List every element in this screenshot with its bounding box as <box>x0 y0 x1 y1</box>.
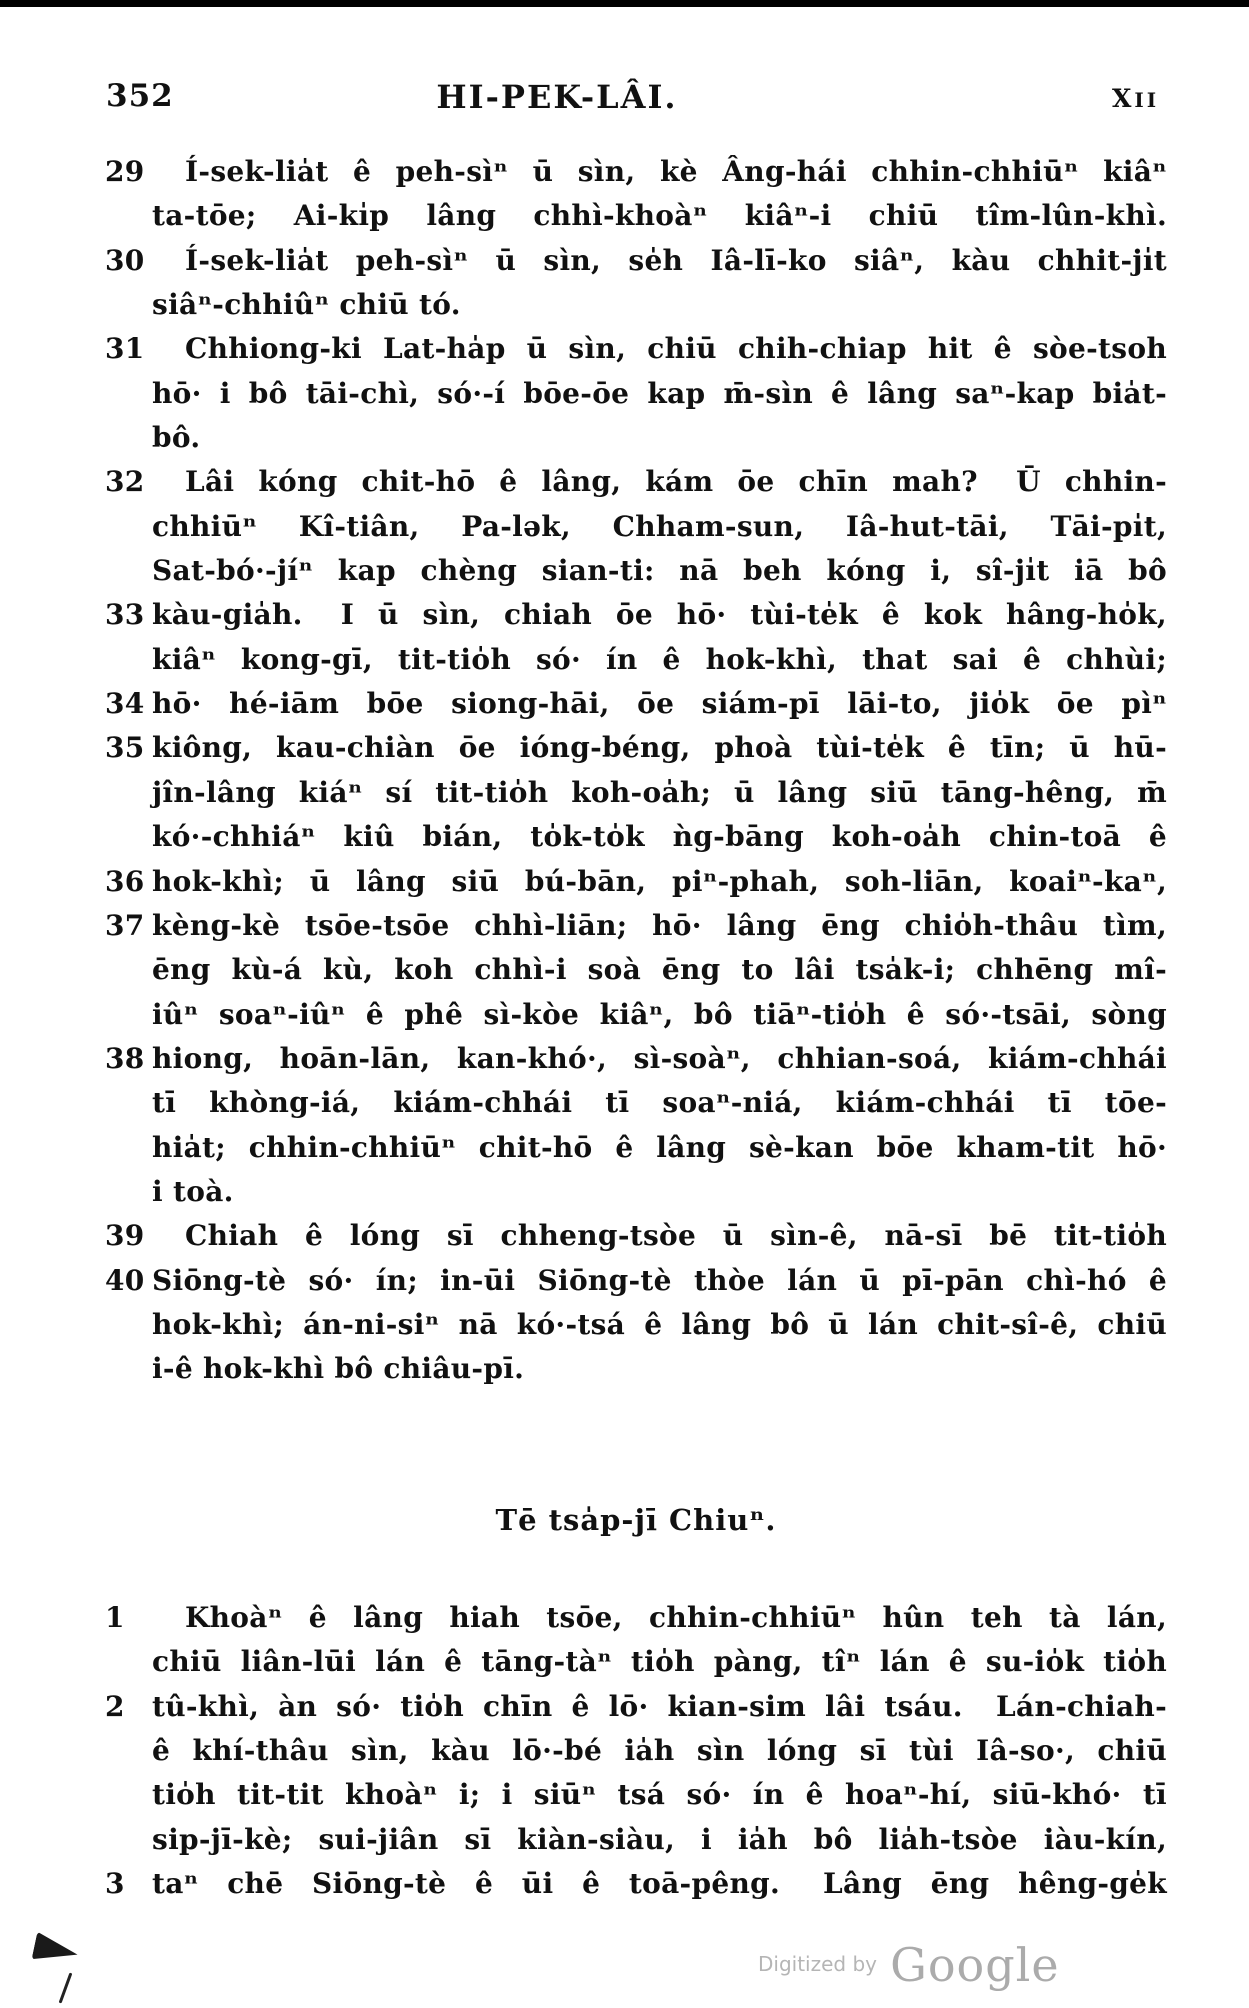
verse-text: hia̍t; chhin-chhiūⁿ chit-hō ê lâng sè-kan bōe kham-tit hō· <box>152 1130 1167 1164</box>
verse-line <box>105 1170 1167 1214</box>
chapter-roman-numeral: XII <box>1112 84 1160 113</box>
verse-number: 38 <box>105 1041 145 1075</box>
verse-number: 34 <box>105 687 145 721</box>
verse-line <box>105 239 1167 283</box>
verse-text: Chiah ê lóng sī chheng-tsòe ū sìn-ê, nā-sī bē tit-tio̍h <box>185 1219 1167 1253</box>
verse-number: 30 <box>105 243 145 277</box>
verse-text: kiông, kau-chiàn ōe ióng-béng, phoà tùi-te̍k ê tīn; ū hū- <box>152 731 1167 765</box>
verse-line <box>105 283 1167 327</box>
verse-number: 39 <box>105 1219 145 1253</box>
verse-text: chhiūⁿ Kî-tiân, Pa-lək, Chham-sun, Iâ-hut-tāi, Tāi-pi̍t, <box>152 509 1167 543</box>
verse-text: iûⁿ soaⁿ-iûⁿ ê phê sì-kòe kiâⁿ, bô tiāⁿ-tio̍h ê só·-tsāi, sòng <box>152 997 1167 1031</box>
verse-text: i toà. <box>152 1174 234 1208</box>
verse-line <box>105 1818 1167 1862</box>
verse-text: bô. <box>152 421 201 455</box>
verse-text: Í-sek-lia̍t ê peh-sìⁿ ū sìn, kè Âng-hái chhin-chhiūⁿ kiâⁿ <box>185 155 1167 188</box>
verse-line <box>105 505 1167 549</box>
verse-text: tio̍h tit-tit khoàⁿ i; i siūⁿ tsá só· ín ê hoaⁿ-hí, siū-khó· tī <box>152 1778 1167 1812</box>
verse-line <box>105 1214 1167 1258</box>
verse-line <box>105 194 1167 238</box>
verse-line <box>105 860 1167 904</box>
verse-text: kiâⁿ kong-gī, tit-tio̍h só· ín ê hok-khì, that sai ê chhùi; <box>152 642 1167 676</box>
verse-line <box>105 416 1167 460</box>
verse-line <box>105 372 1167 416</box>
verse-text: Í-sek-lia̍t peh-sìⁿ ū sìn, se̍h Iâ-lī-ko siâⁿ, kàu chhit-ji̍t <box>185 243 1167 277</box>
verse-text: kèng-kè tsōe-tsōe chhì-liān; hō· lâng ēng chio̍h-thâu tìm, <box>152 908 1167 942</box>
chapter-11-verses <box>105 150 1167 1392</box>
chapter-12-verses <box>105 1596 1167 1906</box>
verse-text: Chhiong-ki Lat-ha̍p ū sìn, chiū chih-chiap hit ê sòe-tsoh <box>185 332 1167 366</box>
verse-line <box>105 948 1167 992</box>
verse-text: ê khí-thâu sìn, kàu lō·-bé ia̍h sìn lóng sī tùi Iâ-so·, chiū <box>152 1734 1167 1768</box>
verse-number: 37 <box>105 908 145 942</box>
verse-line <box>105 327 1167 371</box>
verse-line <box>105 1259 1167 1303</box>
verse-line <box>105 815 1167 859</box>
verse-line <box>105 1729 1167 1773</box>
verse-line <box>105 460 1167 504</box>
verse-line <box>105 593 1167 637</box>
verse-line <box>105 1347 1167 1391</box>
scan-edge-artifact <box>0 0 1249 7</box>
verse-number: 32 <box>105 465 145 499</box>
verse-text: hō· hé-iām bōe siong-hāi, ōe siám-pī lāi-to, jio̍k ōe pìⁿ <box>152 687 1167 721</box>
book-title: HI-PEK-LÂI. <box>436 78 678 116</box>
verse-text: tû-khì, àn só· tio̍h chīn ê lō· kian-sim lâi tsáu. Lán-chiah- <box>152 1689 1167 1723</box>
verse-text: hok-khì; ū lâng siū bú-bān, piⁿ-phah, soh-liān, koaiⁿ-kaⁿ, <box>152 864 1167 898</box>
verse-line <box>105 1081 1167 1125</box>
verse-number: 31 <box>105 332 145 366</box>
running-header <box>0 78 1249 118</box>
ink-stroke <box>59 1972 73 2003</box>
verse-text: taⁿ chē Siōng-tè ê ūi ê toā-pêng. Lâng ēng hêng-ge̍k <box>152 1867 1167 1901</box>
verse-number: 36 <box>105 864 145 898</box>
verse-line <box>105 1037 1167 1081</box>
verse-text: chiū liân-lūi lán ê tāng-tàⁿ tio̍h pàng, tîⁿ lán ê su-io̍k tio̍h <box>152 1645 1167 1679</box>
google-logo: Google <box>890 1938 1060 1992</box>
page-number: 352 <box>106 78 174 114</box>
verse-line <box>105 1685 1167 1729</box>
verse-number: 33 <box>105 598 145 632</box>
verse-text: sip-jī-kè; sui-jiân sī kiàn-siàu, i ia̍h bô lia̍h-tsòe iàu-kín, <box>152 1822 1167 1856</box>
verse-number: 40 <box>105 1263 145 1297</box>
verse-text: hō· i bô tāi-chì, só·-í bōe-ōe kap m̄-sìn ê lâng saⁿ-kap bia̍t- <box>152 376 1167 410</box>
verse-line <box>105 1126 1167 1170</box>
verse-line <box>105 904 1167 948</box>
verse-line <box>105 771 1167 815</box>
verse-line <box>105 682 1167 726</box>
google-watermark <box>758 1938 1060 1992</box>
verse-text: kàu-gia̍h. I ū sìn, chiah ōe hō· tùi-te̍k ê kok hâng-ho̍k, <box>152 598 1167 632</box>
verse-number: 35 <box>105 731 145 765</box>
verse-text: siâⁿ-chhiûⁿ chiū tó. <box>152 288 461 322</box>
verse-number: 1 <box>105 1601 125 1634</box>
verse-line <box>105 1303 1167 1347</box>
verse-number: 29 <box>105 155 145 188</box>
verse-line <box>105 150 1167 194</box>
verse-number: 2 <box>105 1689 125 1723</box>
ink-smudge <box>32 1930 122 2008</box>
verse-text: Khoàⁿ ê lâng hiah tsōe, chhin-chhiūⁿ hûn teh tà lán, <box>185 1601 1167 1634</box>
verse-text: tī khòng-iá, kiám-chhái tī soaⁿ-niá, kiám-chhái tī tōe- <box>152 1086 1167 1120</box>
verse-line <box>105 1640 1167 1684</box>
verse-text: Siōng-tè só· ín; in-ūi Siōng-tè thòe lán ū pī-pān chì-hó ê <box>152 1263 1167 1297</box>
verse-line <box>105 1596 1167 1640</box>
verse-line <box>105 726 1167 770</box>
verse-line <box>105 549 1167 593</box>
verse-text: ta-tōe; Ai-ki̍p lâng chhì-khoàⁿ kiâⁿ-i chiū tîm-lûn-khì. <box>152 199 1167 233</box>
verse-text: i-ê hok-khì bô chiâu-pī. <box>152 1352 525 1386</box>
verse-line <box>105 993 1167 1037</box>
verse-text: jîn-lâng kiáⁿ sí tit-tio̍h koh-oa̍h; ū lâng siū tāng-hêng, m̄ <box>152 775 1167 809</box>
verse-text: ēng kù-á kù, koh chhì-i soà ēng to lâi tsa̍k-i; chhēng mî- <box>152 953 1167 987</box>
verse-text: hiong, hoān-lān, kan-khó·, sì-soàⁿ, chhian-soá, kiám-chhái <box>152 1041 1167 1075</box>
verse-line <box>105 1773 1167 1817</box>
verse-text: Sat-bó·-jíⁿ kap chèng sian-ti: nā beh kóng i, sî-ji̍t iā bô <box>152 554 1167 588</box>
chapter-12-heading: Tē tsa̍p-jī Chiuⁿ. <box>495 1503 777 1537</box>
verse-text: kó·-chhiáⁿ kiû bián, to̍k-to̍k ǹg-bāng koh-oa̍h chin-toā ê <box>152 820 1167 854</box>
verse-line <box>105 1862 1167 1906</box>
verse-number: 3 <box>105 1867 125 1901</box>
ink-blob <box>32 1932 81 1969</box>
verse-text: Lâi kóng chit-hō ê lâng, kám ōe chīn mah? Ū chhin- <box>185 465 1167 499</box>
verse-line <box>105 638 1167 682</box>
verse-text: hok-khì; án-ni-siⁿ nā kó·-tsá ê lâng bô ū lán chit-sî-ê, chiū <box>152 1307 1167 1341</box>
digitized-by-label: Digitized by <box>758 1952 877 1976</box>
